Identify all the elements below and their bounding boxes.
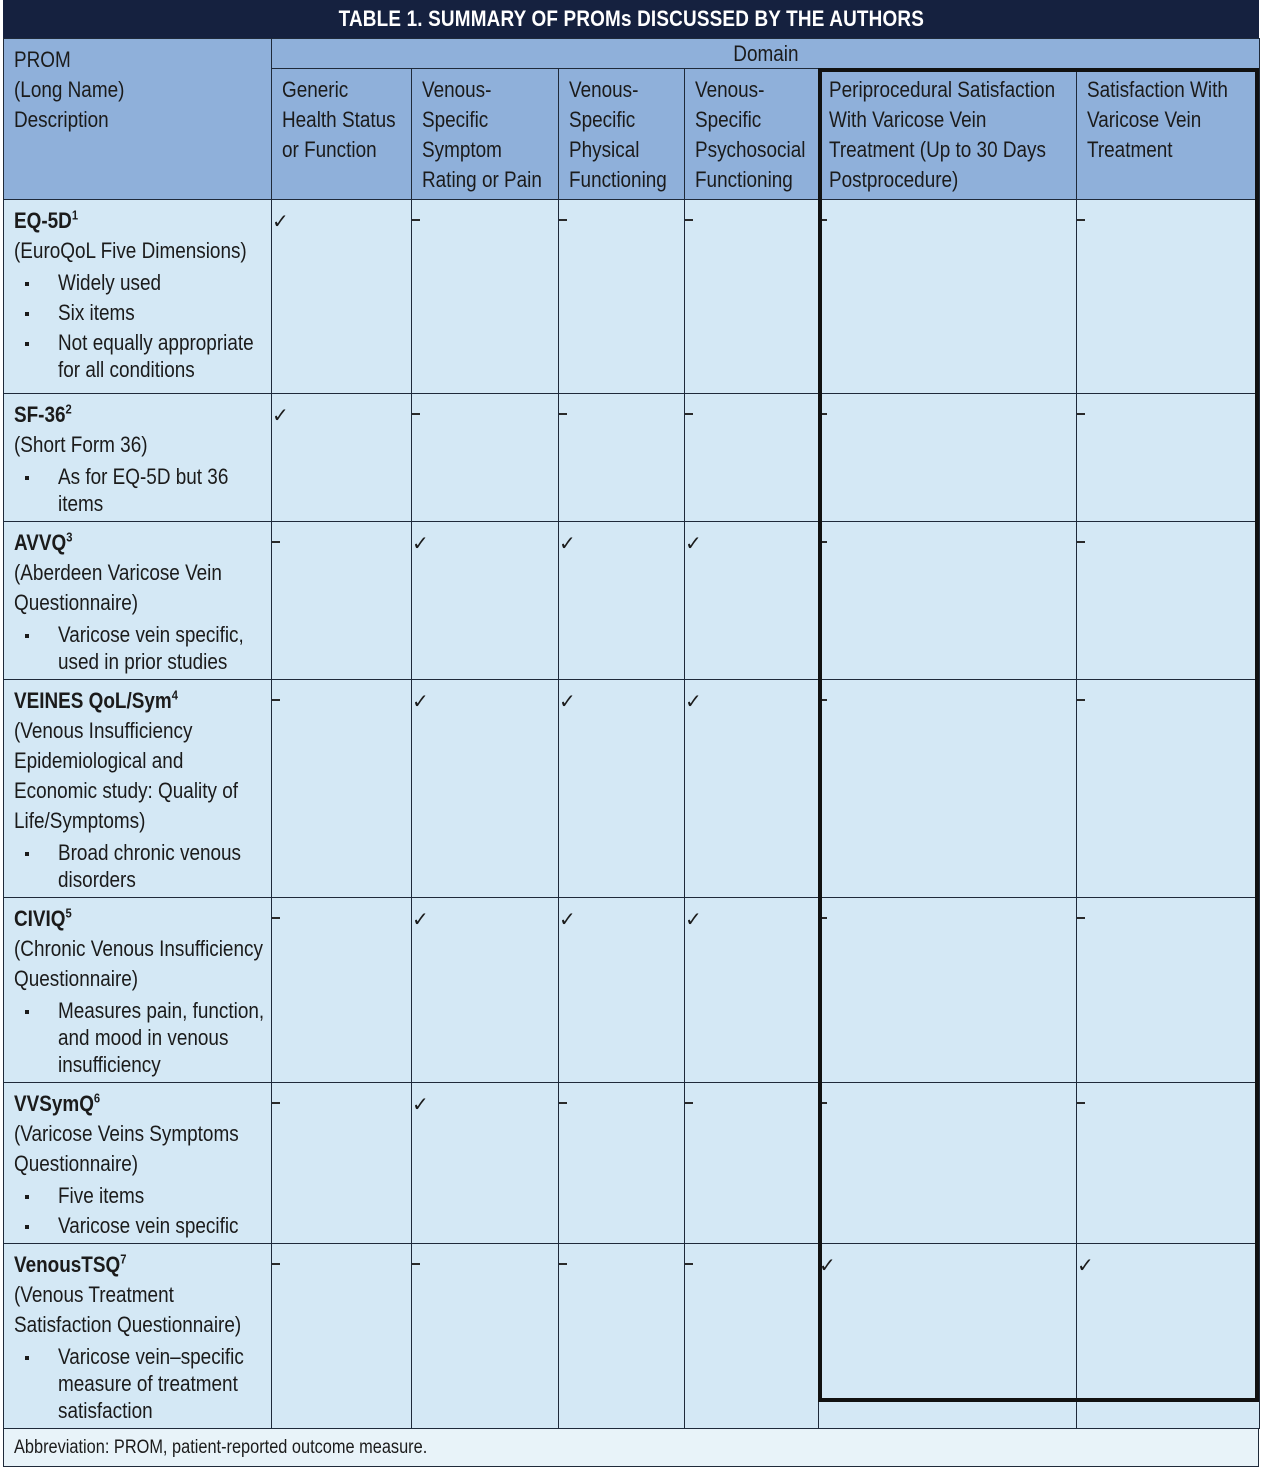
dash-icon: [1077, 917, 1085, 919]
dash-icon: [1077, 699, 1085, 701]
check-icon: ✓: [412, 531, 429, 555]
description-item: Not equally appropriatefor all conditions: [14, 329, 261, 383]
prom-long-name: (EuroQoL Five Dimensions): [14, 238, 247, 263]
domain-cell: [272, 1244, 412, 1429]
dash-icon: [272, 1102, 280, 1104]
domain-cell: [819, 1244, 1077, 1429]
description-list: [14, 463, 261, 517]
domain-header-line: Venous-: [422, 77, 492, 102]
dash-icon: [685, 413, 693, 415]
dash-icon: [272, 917, 280, 919]
table-row: [4, 1244, 1260, 1429]
prom-abbrev: SF-36: [14, 402, 66, 427]
dash-icon: [1077, 219, 1085, 221]
domain-cell: [559, 1083, 685, 1244]
domain-cell: [412, 1244, 559, 1429]
domain-cell: [412, 200, 559, 394]
domain-cell: [1077, 522, 1260, 680]
description-list: [14, 839, 261, 893]
domain-cell: [685, 1083, 819, 1244]
domain-header-line: Venous-: [695, 77, 765, 102]
domain-header-line: Health Status: [282, 107, 396, 132]
description-item: Varicose vein–specificmeasure of treatmentsatisfaction: [14, 1343, 261, 1424]
prom-description-cell: [4, 522, 272, 680]
dash-icon: [272, 699, 280, 701]
domain-cell: [412, 522, 559, 680]
domain-header-line: Treatment: [1087, 137, 1173, 162]
domain-cell: [1077, 680, 1260, 898]
table-row: [4, 394, 1260, 522]
prom-description-cell: [4, 200, 272, 394]
reference-number: 3: [66, 529, 73, 545]
check-icon: ✓: [559, 907, 576, 931]
domain-cell: [685, 394, 819, 522]
domain-header-text: Domain: [732, 41, 799, 66]
prom-long-name: (Venous Insufficiency: [14, 718, 193, 743]
dash-icon: [819, 699, 827, 701]
check-icon: ✓: [685, 689, 702, 713]
prom-name: [14, 686, 261, 716]
table-row: [4, 200, 1260, 394]
domain-cell: [685, 522, 819, 680]
domain-header-line: Symptom: [422, 137, 502, 162]
prom-long-name: (Chronic Venous Insufficiency: [14, 936, 263, 961]
prom-header-line: PROM: [14, 47, 71, 72]
domain-header-line: Varicose Vein: [1087, 107, 1202, 132]
footnote-text: Abbreviation: PROM, patient-reported outcome measure.: [14, 1436, 428, 1458]
domain-cell: [1077, 1244, 1260, 1429]
prom-long-name: (Short Form 36): [14, 432, 148, 457]
prom-abbrev: EQ-5D: [14, 208, 72, 233]
check-icon: ✓: [1077, 1253, 1094, 1277]
domain-cell: [559, 898, 685, 1083]
dash-icon: [819, 541, 827, 543]
domain-header-line: Postprocedure): [829, 167, 959, 192]
domain-cell: [1077, 898, 1260, 1083]
domain-column-header: [272, 69, 412, 200]
domain-cell: [685, 200, 819, 394]
prom-name: [14, 1250, 261, 1280]
domain-header-line: With Varicose Vein: [829, 107, 987, 132]
domain-column-header: [559, 69, 685, 200]
domain-cell: [819, 680, 1077, 898]
check-icon: ✓: [559, 689, 576, 713]
dash-icon: [819, 1102, 827, 1104]
dash-icon: [412, 413, 420, 415]
description-list: [14, 269, 261, 383]
dash-icon: [685, 1263, 693, 1265]
prom-long-name: Satisfaction Questionnaire): [14, 1312, 242, 1337]
description-item: As for EQ-5D but 36items: [14, 463, 261, 517]
check-icon: ✓: [272, 209, 289, 233]
dash-icon: [559, 1102, 567, 1104]
description-item: Six items: [14, 299, 261, 326]
dash-icon: [1077, 541, 1085, 543]
domain-cell: [272, 680, 412, 898]
description-list: [14, 1182, 261, 1239]
prom-name: [14, 528, 261, 558]
prom-name: [14, 206, 261, 236]
prom-header-line: (Long Name): [14, 77, 125, 102]
domain-cell: [819, 1083, 1077, 1244]
domain-header-line: Venous-: [569, 77, 639, 102]
reference-number: 1: [71, 207, 79, 223]
table-row: [4, 522, 1260, 680]
prom-description-cell: [4, 1083, 272, 1244]
description-item: Broad chronic venousdisorders: [14, 839, 261, 893]
domain-header-line: Rating or Pain: [422, 167, 542, 192]
prom-header-line: Description: [14, 107, 109, 132]
domain-column-header: [685, 69, 819, 200]
prom-description-cell: [4, 680, 272, 898]
domain-header-line: Physical: [569, 137, 640, 162]
domain-header-line: or Function: [282, 137, 377, 162]
prom-long-name: Epidemiological and: [14, 748, 184, 773]
domain-header-line: Specific: [569, 107, 636, 132]
dash-icon: [559, 219, 567, 221]
dash-icon: [819, 219, 827, 221]
domain-cell: [412, 898, 559, 1083]
check-icon: ✓: [412, 1092, 429, 1116]
reference-number: 7: [120, 1251, 127, 1267]
summary-table-figure: [3, 0, 1259, 1467]
domain-cell: [412, 394, 559, 522]
prom-long-name: Economic study: Quality of: [14, 778, 238, 803]
domain-cell: [559, 394, 685, 522]
dash-icon: [412, 219, 420, 221]
prom-long-name: Questionnaire): [14, 1151, 139, 1176]
domain-cell: [559, 522, 685, 680]
dash-icon: [1077, 1102, 1085, 1104]
prom-long-name: Questionnaire): [14, 590, 139, 615]
check-icon: ✓: [559, 531, 576, 555]
prom-name: [14, 1089, 261, 1119]
prom-abbrev: VEINES QoL/Sym: [14, 688, 172, 713]
reference-number: 5: [65, 905, 72, 921]
prom-long-name: Questionnaire): [14, 966, 139, 991]
description-list: [14, 997, 265, 1078]
domain-column-header: [819, 69, 1077, 200]
table-title-text: TABLE 1. SUMMARY OF PROMs DISCUSSED BY THE AUTHORS: [338, 6, 924, 31]
domain-column-header: [1077, 69, 1260, 200]
domain-cell: [559, 200, 685, 394]
prom-description-cell: [4, 898, 272, 1083]
prom-abbrev: CIVIQ: [14, 906, 66, 931]
dash-icon: [819, 413, 827, 415]
prom-name: [14, 400, 261, 430]
dash-icon: [685, 1102, 693, 1104]
domain-cell: [685, 680, 819, 898]
domain-cell: [685, 898, 819, 1083]
domain-header-line: Functioning: [569, 167, 667, 192]
table-footnote: [3, 1429, 1259, 1467]
domain-cell: [412, 680, 559, 898]
check-icon: ✓: [412, 907, 429, 931]
domain-cell: [272, 394, 412, 522]
domain-header-line: Specific: [695, 107, 762, 132]
dash-icon: [1077, 413, 1085, 415]
description-list: [14, 1343, 261, 1424]
domain-cell: [819, 394, 1077, 522]
domain-cell: [685, 1244, 819, 1429]
prom-long-name: (Aberdeen Varicose Vein: [14, 560, 222, 585]
domain-cell: [1077, 394, 1260, 522]
dash-icon: [559, 1263, 567, 1265]
check-icon: ✓: [272, 403, 289, 427]
table-row: [4, 898, 1260, 1083]
description-item: Five items: [14, 1182, 261, 1209]
description-item: Widely used: [14, 269, 261, 296]
domain-header-line: Generic: [282, 77, 349, 102]
check-icon: ✓: [685, 531, 702, 555]
prom-abbrev: VenousTSQ: [14, 1252, 121, 1277]
domain-cell: [272, 200, 412, 394]
prom-table: [3, 38, 1260, 1429]
prom-name: [14, 904, 261, 934]
dash-icon: [272, 1263, 280, 1265]
domain-cell: [272, 898, 412, 1083]
description-item: Measures pain, function,and mood in venousinsufficiency: [14, 997, 261, 1078]
check-icon: ✓: [819, 1253, 836, 1277]
domain-header-line: Treatment (Up to 30 Days: [829, 137, 1046, 162]
table-title: [3, 0, 1259, 38]
reference-number: 6: [93, 1090, 101, 1106]
dash-icon: [685, 219, 693, 221]
prom-column-header: [4, 39, 272, 200]
domain-cell: [559, 1244, 685, 1429]
domain-header-line: Functioning: [695, 167, 793, 192]
domain-cell: [819, 200, 1077, 394]
dash-icon: [412, 1263, 420, 1265]
table-row: [4, 1083, 1260, 1244]
check-icon: ✓: [412, 689, 429, 713]
dash-icon: [272, 541, 280, 543]
prom-description-cell: [4, 394, 272, 522]
domain-cell: [412, 1083, 559, 1244]
domain-cell: [1077, 200, 1260, 394]
domain-header: [272, 39, 1260, 69]
prom-long-name: (Venous Treatment: [14, 1282, 174, 1307]
domain-cell: [819, 898, 1077, 1083]
reference-number: 4: [171, 687, 178, 703]
prom-long-name: Life/Symptoms): [14, 808, 146, 833]
domain-header-line: Satisfaction With: [1087, 77, 1228, 102]
domain-cell: [272, 1083, 412, 1244]
reference-number: 2: [65, 401, 72, 417]
table-row: [4, 680, 1260, 898]
description-list: [14, 621, 261, 675]
domain-header-line: Specific: [422, 107, 489, 132]
description-item: Varicose vein specific,used in prior studies: [14, 621, 261, 675]
prom-long-name: (Varicose Veins Symptoms: [14, 1121, 239, 1146]
domain-cell: [559, 680, 685, 898]
domain-cell: [272, 522, 412, 680]
domain-cell: [819, 522, 1077, 680]
prom-description-cell: [4, 1244, 272, 1429]
domain-cell: [1077, 1083, 1260, 1244]
dash-icon: [819, 917, 827, 919]
domain-column-header: [412, 69, 559, 200]
prom-abbrev: AVVQ: [14, 530, 67, 555]
dash-icon: [559, 413, 567, 415]
domain-header-line: Psychosocial: [695, 137, 806, 162]
check-icon: ✓: [685, 907, 702, 931]
prom-abbrev: VVSymQ: [14, 1091, 94, 1116]
domain-header-line: Periprocedural Satisfaction: [829, 77, 1056, 102]
description-item: Varicose vein specific: [14, 1212, 261, 1239]
